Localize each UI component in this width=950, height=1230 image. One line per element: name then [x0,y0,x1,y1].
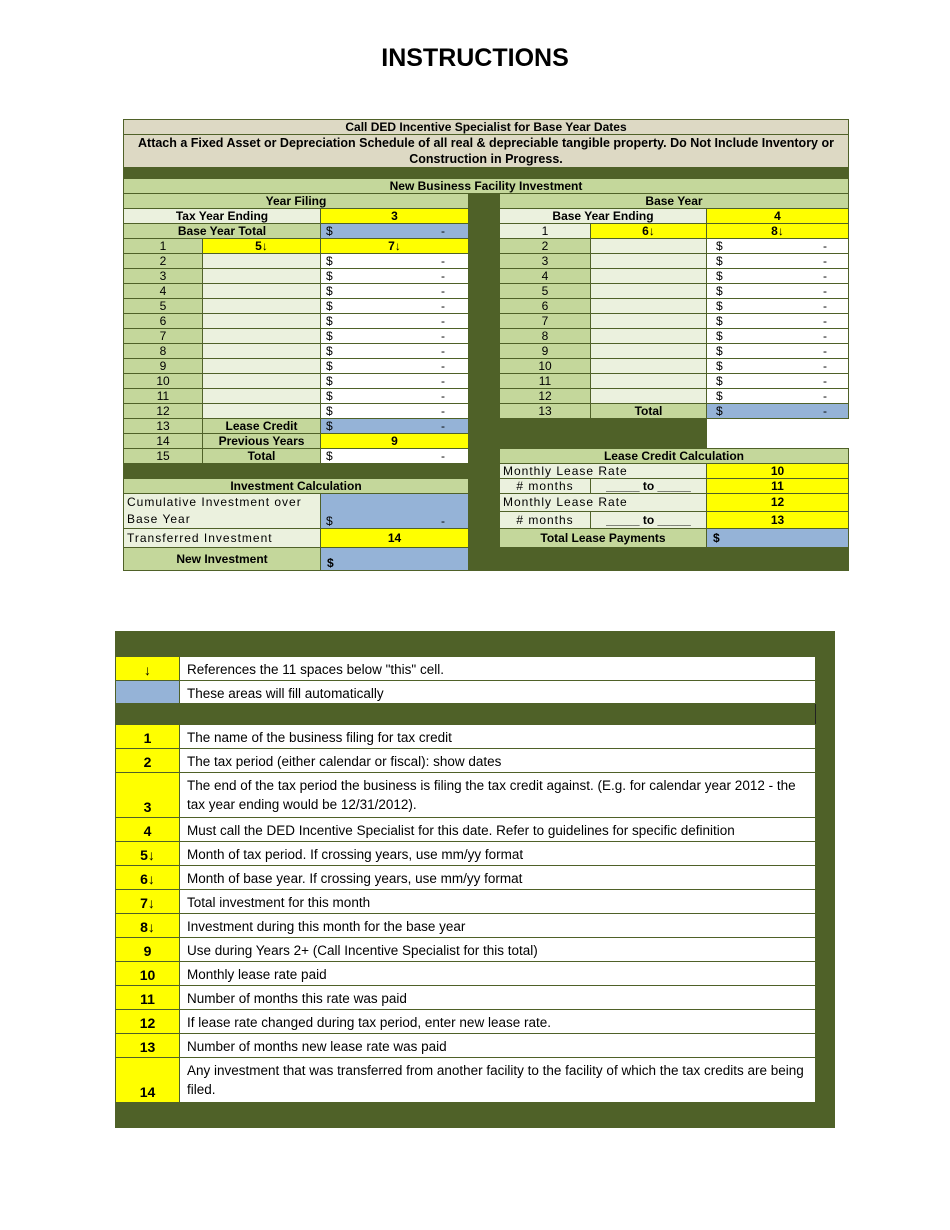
legend-item [116,749,816,773]
base-amount-input[interactable]: 8↓ [707,224,849,239]
legend-key: 5↓ [116,842,180,866]
dollar-sign: $ [716,314,723,328]
base-row-number: 6 [500,299,591,314]
legend-item [116,1010,816,1034]
year-month-input[interactable] [203,389,321,404]
legend-description: The end of the tax period the business is filing the tax credit against. (E.g. for calendar year 2012 - the tax year ending would be 12/31/2012). [180,773,816,818]
base-month-input[interactable] [591,344,707,359]
year-filing-header: Year Filing [124,194,469,209]
spacer [469,511,500,529]
legend-spacer [116,704,816,725]
lease-credit-value [321,419,469,434]
base-month-input[interactable] [591,389,707,404]
base-year-total-value: $ - [321,224,469,239]
cumulative-label-line1: Cumulative Investment over [127,495,302,509]
amount-value: - [823,344,827,358]
amount-value: - [823,299,827,313]
spacer [469,548,849,571]
legend-key-blue [116,681,180,704]
cumulative-investment-label [124,494,321,529]
year-amount-input[interactable] [321,329,469,344]
year-amount-input[interactable]: 7↓ [321,239,469,254]
new-investment-label: New Investment [124,548,321,571]
year-month-input[interactable] [203,299,321,314]
year-amount-input[interactable] [321,269,469,284]
lease-credit-label: Lease Credit [203,419,321,434]
year-amount-input[interactable] [321,299,469,314]
amount-value: - [441,254,445,268]
monthly-lease-rate-2-input[interactable]: 12 [707,494,849,512]
total-label: Total [203,449,321,464]
legend-key: 10 [116,962,180,986]
year-month-input[interactable]: 5↓ [203,239,321,254]
base-amount-input[interactable] [707,269,849,284]
spacer [124,464,500,479]
base-month-input[interactable] [591,269,707,284]
base-year-ending-input[interactable]: 4 [707,209,849,224]
dollar-sign: $ [716,389,723,403]
base-month-input[interactable] [591,374,707,389]
amount-value: - [441,389,445,403]
year-amount-input[interactable] [321,374,469,389]
legend-key: 4 [116,818,180,842]
total-lease-payments-value: $ [707,529,849,548]
dollar-sign: $ [326,299,333,313]
dollar-sign: $ [326,254,333,268]
dollar-sign: $ [326,284,333,298]
spacer [124,168,849,179]
base-row-number: 2 [500,239,591,254]
dollar-sign: $ [326,449,333,463]
base-amount-input[interactable] [707,329,849,344]
base-total-row-number: 13 [500,404,591,419]
divider-column [469,194,500,419]
total-lease-payments-label: Total Lease Payments [500,529,707,548]
legend-item [116,962,816,986]
spacer [469,479,500,494]
year-row-number: 1 [124,239,203,254]
legend-item [116,773,816,818]
base-amount-input[interactable] [707,284,849,299]
amount-value: - [441,404,445,418]
legend-key: 6↓ [116,866,180,890]
spacer [469,494,500,512]
amount-value: - [823,284,827,298]
amount-value: - [441,284,445,298]
legend-key: 3 [116,773,180,818]
legend-key: 2 [116,749,180,773]
base-month-input[interactable] [591,284,707,299]
months-range-input[interactable]: _____ to _____ [591,479,707,494]
base-row-number: 12 [500,389,591,404]
dollar-sign: $ [326,359,333,373]
year-month-input[interactable] [203,344,321,359]
row-14-number: 14 [124,434,203,449]
year-month-input[interactable] [203,329,321,344]
lease-calc-title: Lease Credit Calculation [500,449,849,464]
amount-value: - [823,374,827,388]
base-row-number: 8 [500,329,591,344]
year-amount-input[interactable] [321,359,469,374]
legend-key: 8↓ [116,914,180,938]
page-title: INSTRUCTIONS [381,44,569,72]
dollar-sign: $ [326,514,333,528]
legend-item [116,842,816,866]
legend-item [116,914,816,938]
legend-description: References the 11 spaces below "this" cell. [180,657,816,681]
base-year-ending-label: Base Year Ending [500,209,707,224]
legend-description: The name of the business filing for tax credit [180,725,816,749]
row-15-number: 15 [124,449,203,464]
spacer [469,434,707,449]
legend-key: 13 [116,1034,180,1058]
dollar-sign: $ [326,269,333,283]
dollar-sign: $ [326,389,333,403]
legend-key: 9 [116,938,180,962]
legend-key: 12 [116,1010,180,1034]
legend-panel [115,631,835,1128]
legend-description: Must call the DED Incentive Specialist for this date. Refer to guidelines for specific definition [180,818,816,842]
amount-value: - [441,419,445,433]
dollar-sign: $ [716,299,723,313]
legend-description: If lease rate changed during tax period, enter new lease rate. [180,1010,816,1034]
year-row-number: 12 [124,404,203,419]
monthly-lease-rate-label: Monthly Lease Rate [500,464,707,479]
legend-description: Number of months this rate was paid [180,986,816,1010]
legend-description: Investment during this month for the base year [180,914,816,938]
previous-years-label: Previous Years [203,434,321,449]
base-amount-input[interactable] [707,389,849,404]
amount-value: - [441,514,445,528]
base-month-input[interactable] [591,329,707,344]
spacer [469,529,500,548]
dollar-sign: $ [716,404,723,418]
dollar-sign: $ [716,284,723,298]
banner-base-year-dates: Call DED Incentive Specialist for Base Year Dates [124,120,849,135]
legend-description: Month of tax period. If crossing years, use mm/yy format [180,842,816,866]
amount-value: - [823,389,827,403]
dollar-sign: $ [326,419,333,433]
year-month-input[interactable] [203,254,321,269]
amount-value: - [441,359,445,373]
spacer [469,419,707,434]
legend-key: 11 [116,986,180,1010]
base-year-total-label: Base Year Total [124,224,321,239]
amount-value: - [441,374,445,388]
year-month-input[interactable] [203,314,321,329]
tax-year-ending-label: Tax Year Ending [124,209,321,224]
amount-value: - [823,359,827,373]
base-amount-input[interactable] [707,314,849,329]
section-title: New Business Facility Investment [124,179,849,194]
base-amount-input[interactable] [707,299,849,314]
amount-value: - [441,314,445,328]
transferred-investment-input[interactable]: 14 [321,529,469,548]
new-investment-value: $ [321,548,469,571]
year-row-number: 11 [124,389,203,404]
base-total-value [707,404,849,419]
dollar-sign: $ [326,314,333,328]
base-row-number: 4 [500,269,591,284]
base-row-number: 7 [500,314,591,329]
base-row-number: 1 [500,224,591,239]
year-month-input[interactable] [203,359,321,374]
base-row-number: 11 [500,374,591,389]
months-2-input[interactable]: 13 [707,511,849,529]
legend-key: 14 [116,1058,180,1103]
legend-item [116,725,816,749]
year-row-number: 7 [124,329,203,344]
dollar-sign: $ [326,344,333,358]
year-month-input[interactable] [203,284,321,299]
row-13-number: 13 [124,419,203,434]
legend-item [116,681,816,704]
legend-table [115,656,816,1103]
year-amount-input[interactable] [321,284,469,299]
spacer [469,449,500,464]
months-label: # months [500,479,591,494]
base-month-input[interactable] [591,254,707,269]
dollar-sign: $ [716,254,723,268]
base-year-header: Base Year [500,194,849,209]
monthly-lease-rate-input[interactable]: 10 [707,464,849,479]
tax-year-ending-input[interactable]: 3 [321,209,469,224]
base-total-label: Total [591,404,707,419]
amount-value: - [441,269,445,283]
year-row-number: 2 [124,254,203,269]
year-row-number: 3 [124,269,203,284]
base-month-input[interactable]: 6↓ [591,224,707,239]
monthly-lease-rate-2-label: Monthly Lease Rate [500,494,707,512]
base-amount-input[interactable] [707,239,849,254]
dollar-sign: $ [716,239,723,253]
legend-item [116,890,816,914]
amount-value: - [823,239,827,253]
legend-description: Monthly lease rate paid [180,962,816,986]
base-row-number: 5 [500,284,591,299]
dollar-sign: $ [326,374,333,388]
base-row-number: 3 [500,254,591,269]
months-input[interactable]: 11 [707,479,849,494]
base-amount-input[interactable] [707,344,849,359]
year-month-input[interactable] [203,404,321,419]
year-row-number: 9 [124,359,203,374]
dollar-sign: $ [716,374,723,388]
legend-description: Month of base year. If crossing years, use mm/yy format [180,866,816,890]
dollar-sign: $ [326,404,333,418]
legend-description: Total investment for this month [180,890,816,914]
legend-description: The tax period (either calendar or fiscal): show dates [180,749,816,773]
months-2-range-input[interactable]: _____ to _____ [591,511,707,529]
dollar-sign: $ [716,344,723,358]
base-amount-input[interactable] [707,359,849,374]
dollar-sign: $ [716,269,723,283]
cumulative-label-line2: Base Year [127,512,191,526]
dollar-sign: $ [716,329,723,343]
amount-value: - [441,344,445,358]
base-amount-input[interactable] [707,254,849,269]
year-amount-input[interactable] [321,344,469,359]
year-amount-input[interactable] [321,404,469,419]
total-value [321,449,469,464]
base-row-number: 9 [500,344,591,359]
legend-item [116,986,816,1010]
amount-value: - [441,449,445,463]
legend-item [116,657,816,681]
cumulative-investment-value [321,494,469,529]
legend-description: Any investment that was transferred from another facility to the facility of which the tax credits are being filed. [180,1058,816,1103]
legend-description: Use during Years 2+ (Call Incentive Specialist for this total) [180,938,816,962]
year-row-number: 8 [124,344,203,359]
legend-key: ↓ [116,657,180,681]
year-amount-input[interactable] [321,314,469,329]
legend-key: 1 [116,725,180,749]
year-month-input[interactable] [203,374,321,389]
transferred-investment-label: Transferred Investment [124,529,321,548]
amount-value: - [823,314,827,328]
legend-item [116,866,816,890]
year-row-number: 4 [124,284,203,299]
base-month-input[interactable] [591,239,707,254]
base-month-input[interactable] [591,359,707,374]
year-amount-input[interactable] [321,389,469,404]
year-row-number: 5 [124,299,203,314]
year-row-number: 10 [124,374,203,389]
year-row-number: 6 [124,314,203,329]
amount-value: - [823,329,827,343]
previous-years-input[interactable]: 9 [321,434,469,449]
legend-item [116,938,816,962]
legend-item [116,1058,816,1103]
base-month-input[interactable] [591,314,707,329]
legend-key: 7↓ [116,890,180,914]
year-month-input[interactable] [203,269,321,284]
dollar-sign: $ [716,359,723,373]
banner-attach-schedule: Attach a Fixed Asset or Depreciation Schedule of all real & depreciable tangible property. Do Not Include Inventory or Construction in Progress. [124,135,849,168]
legend-description: These areas will fill automatically [180,681,816,704]
amount-value: - [441,299,445,313]
amount-value: - [823,404,827,418]
investment-form [123,119,849,571]
base-amount-input[interactable] [707,374,849,389]
investment-calc-title: Investment Calculation [124,479,469,494]
legend-description: Number of months new lease rate was paid [180,1034,816,1058]
months-2-label: # months [500,511,591,529]
legend-item [116,818,816,842]
dollar-sign: $ [326,329,333,343]
base-row-number: 10 [500,359,591,374]
amount-value: - [823,269,827,283]
amount-value: - [441,329,445,343]
base-month-input[interactable] [591,299,707,314]
year-amount-input[interactable] [321,254,469,269]
amount-value: - [823,254,827,268]
legend-item [116,1034,816,1058]
